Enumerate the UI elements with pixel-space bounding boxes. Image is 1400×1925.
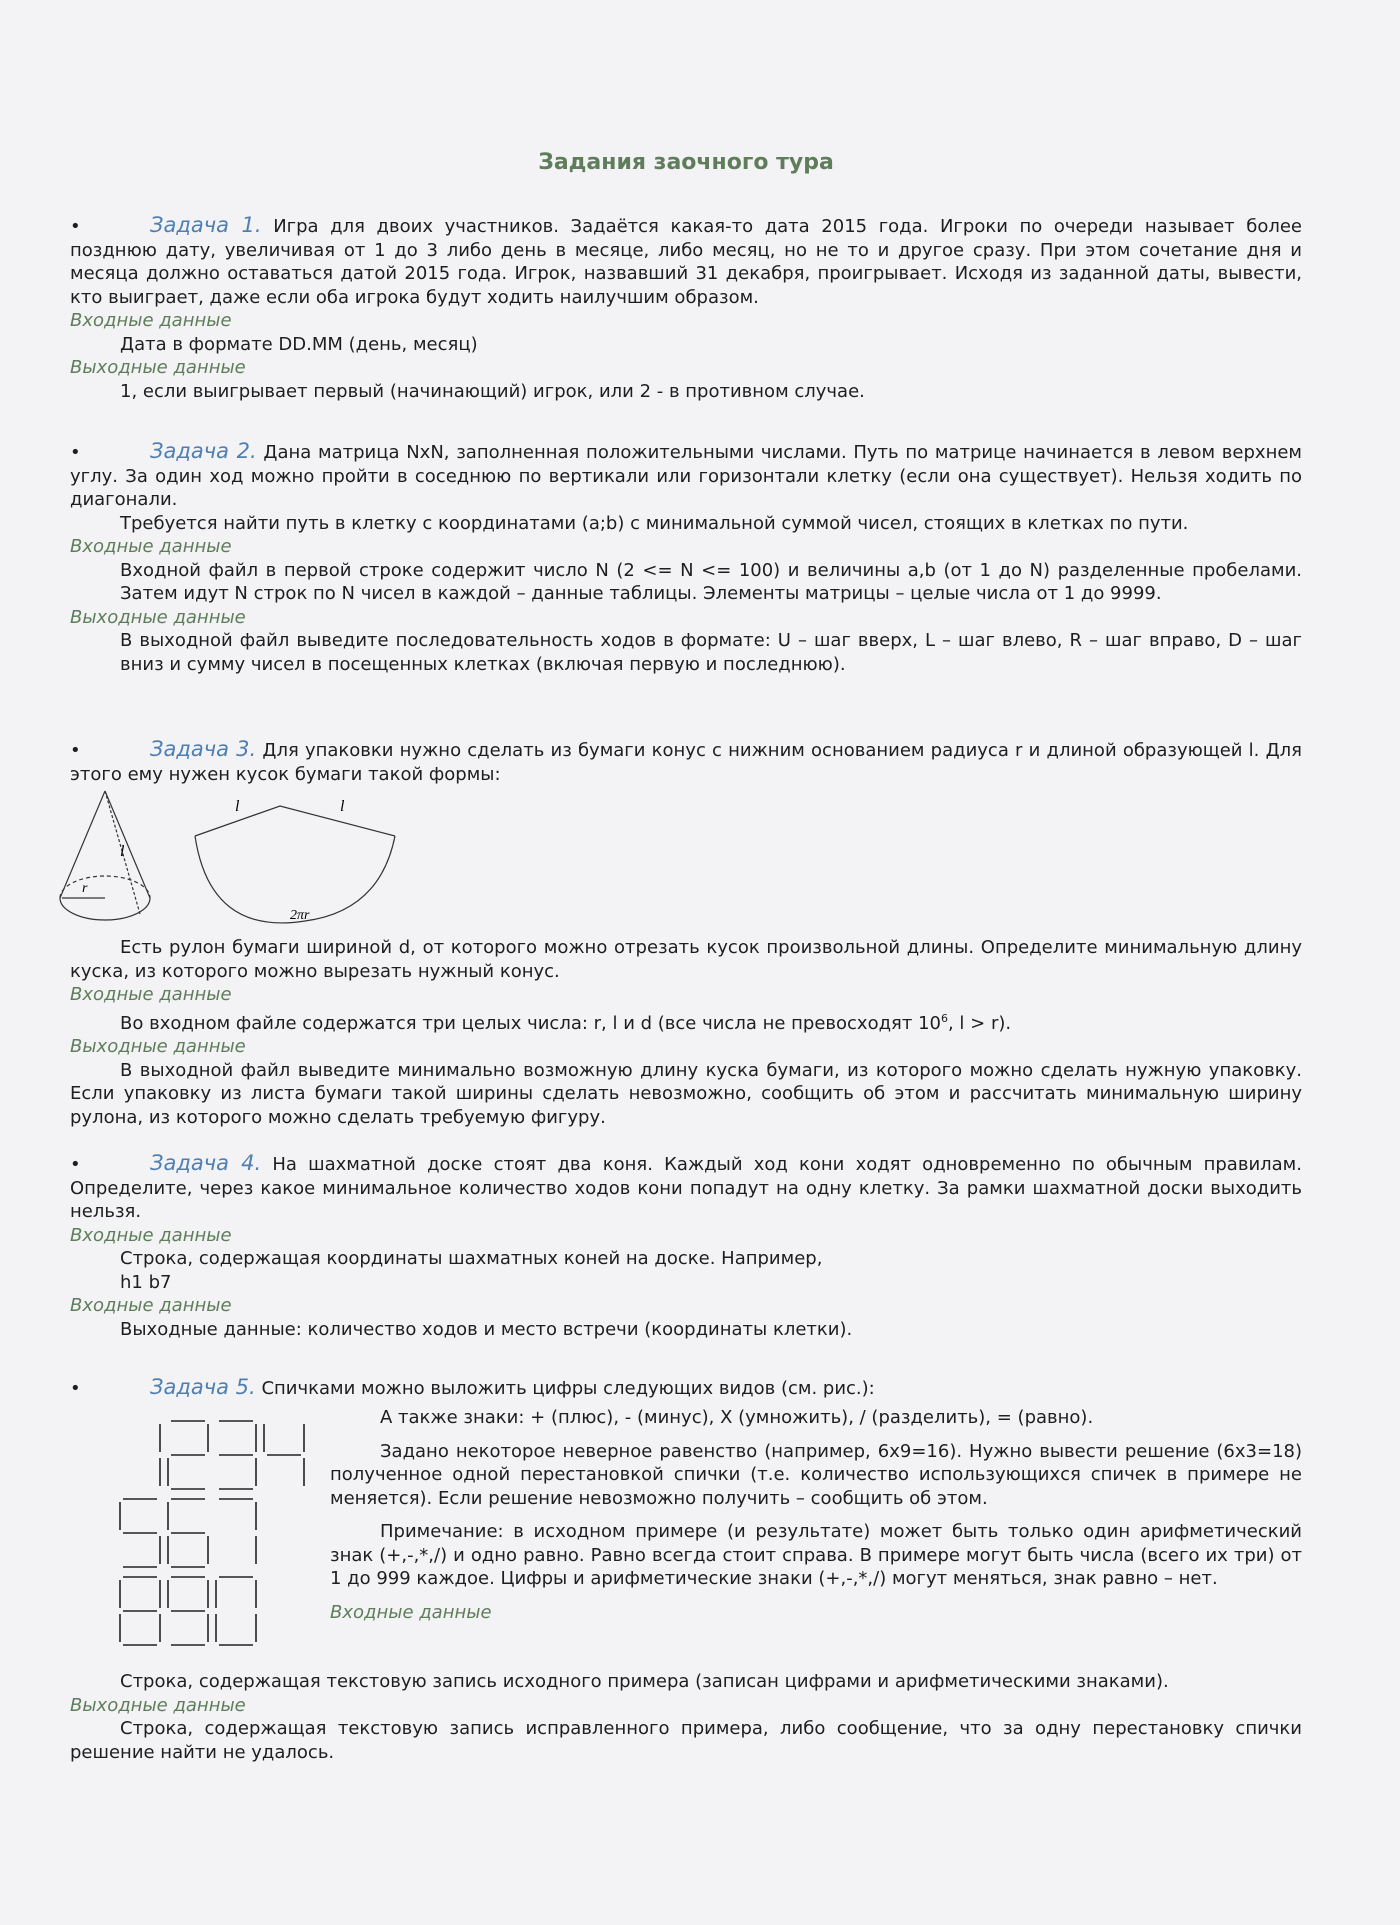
matchstick-digit-6: [168, 1499, 208, 1567]
output-text: Выходные данные: количество ходов и место встречи (координаты клетки).: [120, 1318, 853, 1340]
matchstick-digit-7: [219, 1499, 256, 1564]
input-text: Дата в формате DD.MM (день, месяц): [120, 333, 478, 355]
cone-r-label: r: [82, 881, 88, 896]
matchstick-digit-2: [168, 1421, 208, 1489]
output-text: Строка, содержащая текстовую запись исправленного примера, либо сообщение, что за одну перестановку спички решение найти не удалось.: [70, 1718, 1302, 1763]
output-label: Входные данные: [70, 1295, 232, 1316]
note-text: Примечание: в исходном примере (и результате) может быть только один арифметический знак (+,-,*,/) и одно равно. Равно всегда стоит справа. В примере могут быть числа (всего их три) от 1 до 999 каждое. Цифры и арифметические знаки (+,-,*,/) могут меняться, знак равно – нет.: [330, 1521, 1302, 1589]
page-title: Задания заочного тура: [538, 150, 834, 175]
task-title: Задача 5.: [150, 1375, 256, 1399]
sector-arc-label: 2πr: [290, 908, 310, 923]
task-title: Задача 2.: [150, 439, 257, 463]
output-text: В выходной файл выведите последовательность ходов в формате: U – шаг вверх, L – шаг влево, R – шаг вправо, D – шаг вниз и сумму чисел в посещенных клетках (включая первую и последнюю).: [120, 630, 1302, 675]
matchstick-digit-3: [219, 1421, 256, 1489]
task-2: • Задача 2. Дана матрица NxN, заполненная положительными числами. Путь по матрице начинается в левом верхнем углу. За один ход можно пройти в соседнюю по вертикали или горизонтали клетку (если она существует). Нельзя ходить по диагонали. Требуется найти путь в клетку с координатами (a;b) с минимальной суммой чисел, стоящих в клетках по пути. Входные данные Входной файл в первой строке содержит число N (2 <= N <= 100) и величины a,b (от 1 до N) разделенные пробелами. Затем идут N строк по N чисел в каждой – данные таблицы. Элементы матрицы – целые числа от 1 до 9999. Выходные данные В выходной файл выведите последовательность ходов в формате: U – шаг вверх, L – шаг влево, R – шаг вправо, D – шаг вниз и сумму чисел в посещенных клетках (включая первую и последнюю).: [70, 439, 1302, 675]
sector-l-label-left: l: [235, 798, 240, 815]
output-label: Выходные данные: [70, 1694, 246, 1716]
input-label: Входные данные: [70, 1224, 232, 1246]
task-text-2: Есть рулон бумаги шириной d, от которого можно отрезать кусок произвольной длины. Определите минимальную длину куска, из которого можно вырезать нужный конус.: [70, 937, 1302, 982]
task-text: Для упаковки нужно сделать из бумаги конус с нижним основанием радиуса r и длиной образующей l. Для этого ему нужен кусок бумаги такой формы:: [70, 740, 1302, 785]
task-text: Игра для двоих участников. Задаётся какая-то дата 2015 года. Игроки по очереди называет более позднюю дату, увеличивая от 1 до 3 либо день в месяце, либо месяц, но не то и другое сразу. При этом сочетание дня и месяца должно оставаться датой 2015 года. Игрок, назвавший 31 декабря, проигрывает. Исходя из заданной даты, вывести, кто выиграет, даже если оба игрока будут ходить наилучшим образом.: [70, 216, 1302, 308]
task-5: • Задача 5. Спичками можно выложить цифры следующих видов (см. рис.): А также знаки: + (плюс), - (минус), X (умножить), / (разделить), = (равно). Задано некоторое неверное равенство (например, 6x9=16). Нужно вывести решение (6x3=18) полученное одной перестановкой спички (т.е. количество использующихся спичек в примере не меняется). Если решение невозможно получить – сообщить об этом. Примечание: в исходном примере (и результате) может быть только один арифметический знак (+,-,*,/) и одно равно. Равно всегда стоит справа. В примере могут быть числа (всего их три) от 1 до 999 каждое. Цифры и арифметические знаки (+,-,*,/) могут меняться, знак равно – нет. Входные данные Строка, содержащая текстовую запись исходного примера (записан цифрами и арифметическими знаками). Выходные данные Строка, содержащая текстовую запись исправленного примера, либо сообщение, что за одну перестановку спички решение найти не удалось.: [70, 1375, 1302, 1763]
task-1: [70, 214, 1302, 403]
task-text: На шахматной доске стоят два коня. Каждый ход кони ходят одновременно по обычным правилам. Определите, через какое минимальное количество ходов кони попадут на одну клетку. За рамки шахматной доски выходить нельзя.: [70, 1154, 1302, 1222]
output-text: В выходной файл выведите минимально возможную длину куска бумаги, из которого можно сделать нужную упаковку. Если упаковку из листа бумаги такой ширины сделать невозможно, сообщить об этом и рассчитать минимальную ширину рулона, из которого можно сделать требуемую фигуру.: [70, 1059, 1302, 1128]
input-example: h1 b7: [120, 1271, 172, 1293]
matchstick-digit-5: [120, 1499, 160, 1567]
task-text: Спичками можно выложить цифры следующих видов (см. рис.):: [261, 1378, 875, 1399]
output-label: Выходные данные: [70, 606, 246, 628]
matchstick-digit-4: [264, 1424, 304, 1486]
input-label: Входные данные: [330, 1601, 492, 1623]
task-title: Задача 4.: [150, 1151, 262, 1175]
task-title: Задача 3.: [150, 737, 257, 761]
input-label: Входные данные: [70, 310, 232, 331]
input-text: Строка, содержащая координаты шахматных коней на доске. Например,: [120, 1248, 823, 1269]
input-text: Строка, содержащая текстовую запись исходного примера (записан цифрами и арифметическими знаками).: [120, 1671, 1169, 1692]
output-label: Выходные данные: [70, 357, 246, 378]
matchstick-digit-8: [120, 1577, 160, 1645]
input-label: Входные данные: [70, 984, 232, 1005]
sector-l-label-right: l: [340, 798, 345, 815]
output-text: 1, если выигрывает первый (начинающий) игрок, или 2 - в противном случае.: [120, 380, 865, 402]
cone-l-label: l: [120, 843, 125, 860]
task-text: Дана матрица NxN, заполненная положительными числами. Путь по матрице начинается в левом верхнем углу. За один ход можно пройти в соседнюю по вертикали или горизонтали клетку (если она существует). Нельзя ходить по диагонали.: [70, 442, 1302, 510]
output-label: Выходные данные: [70, 1036, 246, 1057]
task-4: • Задача 4. На шахматной доске стоят два коня. Каждый ход кони ходят одновременно по обычным правилам. Определите, через какое минимальное количество ходов кони попадут на одну клетку. За рамки шахматной доски выходить нельзя. Входные данные Строка, содержащая координаты шахматных коней на доске. Например, h1 b7 Входные данные Выходные данные: количество ходов и место встречи (координаты клетки).: [70, 1151, 1302, 1340]
bullet: •: [70, 216, 81, 237]
matchstick-digit-9: [168, 1577, 208, 1645]
input-text: Во входном файле содержатся три целых числа: r, l и d (все числа не превосходят $10^6$, l > r).: [120, 1011, 1012, 1034]
signs-text: А также знаки: + (плюс), - (минус), X (умножить), / (разделить), = (равно).: [380, 1407, 1094, 1428]
cone-diagram: [40, 786, 460, 936]
problem-text: Задано некоторое неверное равенство (например, 6x9=16). Нужно вывести решение (6x3=18) полученное одной перестановкой спички (т.е. количество использующихся спичек в примере не меняется). Если решение невозможно получить – сообщить об этом.: [330, 1440, 1302, 1509]
matchstick-digit-0: [216, 1577, 256, 1645]
task-title: Задача 1.: [150, 213, 262, 237]
input-text: Входной файл в первой строке содержит число N (2 <= N <= 100) и величины a,b (от 1 до N) разделенные пробелами. Затем идут N строк по N чисел в каждой – данные таблицы. Элементы матрицы – целые числа от 1 до 9999.: [120, 559, 1302, 604]
task-3: • Задача 3. Для упаковки нужно сделать из бумаги конус с нижним основанием радиуса r и длиной образующей l. Для этого ему нужен кусок бумаги такой формы: l r l l 2πr Есть рулон бумаги шириной d, от которого можно отрезать кусок произвольной длины. Определите минимальную длину куска, из которого можно вырезать нужный конус. Входные данные Во входном файле содержатся три целых числа: r, l и d (все числа не превосходят $10^6$, l > r). Выходные данные В выходной файл выведите минимально возможную длину куска бумаги, из которого можно сделать нужную упаковку. Если упаковку из листа бумаги такой ширины сделать невозможно, сообщить об этом и рассчитать минимальную ширину рулона, из которого можно сделать требуемую фигуру.: [70, 738, 1302, 1129]
task-text-2: Требуется найти путь в клетку с координатами (a;b) с минимальной суммой чисел, стоящих в клетках по пути.: [120, 512, 1189, 534]
input-label: Входные данные: [70, 536, 232, 557]
matchstick-digits-figure: [115, 1416, 315, 1646]
cone-figure: [70, 786, 1302, 936]
